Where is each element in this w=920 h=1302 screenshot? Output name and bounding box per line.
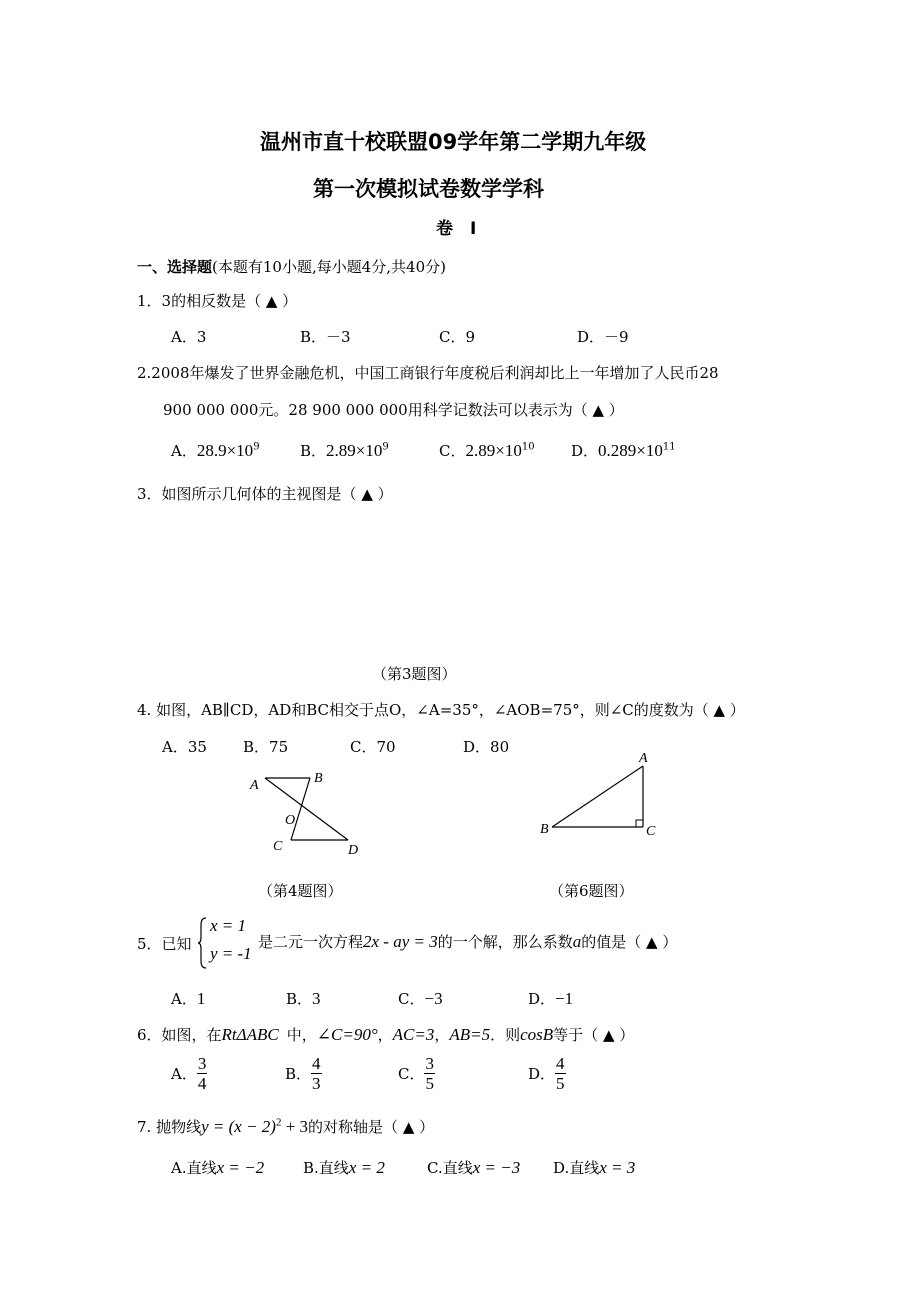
exam-title-line1: 温州市直十校联盟09学年第二学期九年级 [260, 130, 647, 154]
q6-option-a: A． $\frac{3}{4}$ [171, 1054, 207, 1093]
q4-option-a: A．35 [162, 738, 207, 756]
q1-option-d: D．－9 [577, 328, 629, 346]
q3-stem: 3．如图所示几何体的主视图是（ ▲ ） [137, 485, 393, 503]
q2-option-a: A．$28.9\times 10^9$ [171, 441, 260, 460]
q1-stem: 1．3的相反数是（ ▲ ） [137, 292, 298, 310]
q4-label-a: A [250, 778, 259, 793]
q2-option-b: B．$2.89\times 10^9$ [300, 441, 389, 460]
exam-title-line2: 第一次模拟试卷数学学科 [313, 177, 544, 201]
q7-option-c: C.直线x = −3 [427, 1158, 521, 1177]
q4-option-b: B．75 [243, 738, 289, 756]
q5-stem-rest: 是二元一次方程2x - ay = 3的一个解，那么系数a的值是（ ▲ ） [258, 932, 678, 951]
q5-option-a: A．1 [171, 989, 206, 1008]
section-heading [137, 256, 446, 277]
q6-option-c: C． $\frac{3}{5}$ [398, 1054, 434, 1093]
q6-stem: 6．如图，在RtΔABC 中，∠C=90°，AC=3，AB=5．则cosB等于（ ▲ ） [137, 1025, 635, 1044]
q4-label-o: O [285, 813, 296, 828]
q1-option-c: C．9 [439, 328, 476, 346]
q5-option-c: C．−3 [398, 989, 443, 1008]
q6-option-b: B． $\frac{4}{3}$ [285, 1054, 321, 1093]
q4-label-b: B [314, 771, 323, 786]
q5-option-b: B．3 [286, 989, 321, 1008]
q4-option-c: C．70 [350, 738, 396, 756]
q6-label-a: A [639, 751, 648, 766]
section-note: (本题有10小题,每小题4分,共40分) [212, 258, 446, 276]
q6-caption: （第6题图） [549, 882, 634, 900]
q2-option-d: D．$0.289\times 10^{11}$ [571, 441, 676, 460]
q2-stem-line2: 900 000 000元。28 900 000 000用科学记数法可以表示为（ ▲ ） [163, 401, 624, 419]
q6-option-d: D． $\frac{4}{5}$ [528, 1054, 565, 1093]
q4-label-c: C [273, 839, 283, 854]
q5-prefix: 5．已知 [137, 935, 192, 953]
q7-option-d: D.直线x = 3 [553, 1158, 636, 1177]
q6-figure [535, 750, 665, 845]
q2-option-c: C．$2.89\times 10^{10}$ [439, 441, 535, 460]
q4-label-d: D [348, 843, 359, 858]
q6-label-b: B [540, 822, 549, 837]
q4-stem: 4. 如图，AB∥CD，AD和BC相交于点O，∠A=35°，∠AOB=75°，则∠C的度数为（ ▲ ） [137, 701, 745, 719]
q5-system-line1: x = 1 [210, 916, 247, 935]
q3-caption: （第3题图） [372, 665, 457, 683]
q2-stem-line1: 2.2008年爆发了世界金融危机，中国工商银行年度税后利润却比上一年增加了人民币28 [137, 364, 719, 382]
q1-option-a: A．3 [171, 328, 207, 346]
volume-label: 卷 I [436, 219, 477, 239]
q4-option-d: D．80 [463, 738, 510, 756]
q1-option-b: B．－3 [300, 328, 351, 346]
q6-label-c: C [646, 824, 656, 839]
q5-option-d: D．−1 [528, 989, 574, 1008]
q7-option-b: B.直线x = 2 [303, 1158, 385, 1177]
q7-stem: 7. 抛物线$y = (x - 2)^2 + 3$的对称轴是（ ▲ ） [137, 1116, 435, 1136]
q5-system-line2: y = -1 [210, 944, 252, 963]
section-label: 一、选择题 [137, 258, 213, 276]
q4-caption: （第4题图） [258, 882, 343, 900]
q4-figure [240, 765, 370, 860]
q5-brace [197, 917, 207, 969]
q7-option-a: A.直线x = −2 [171, 1158, 265, 1177]
